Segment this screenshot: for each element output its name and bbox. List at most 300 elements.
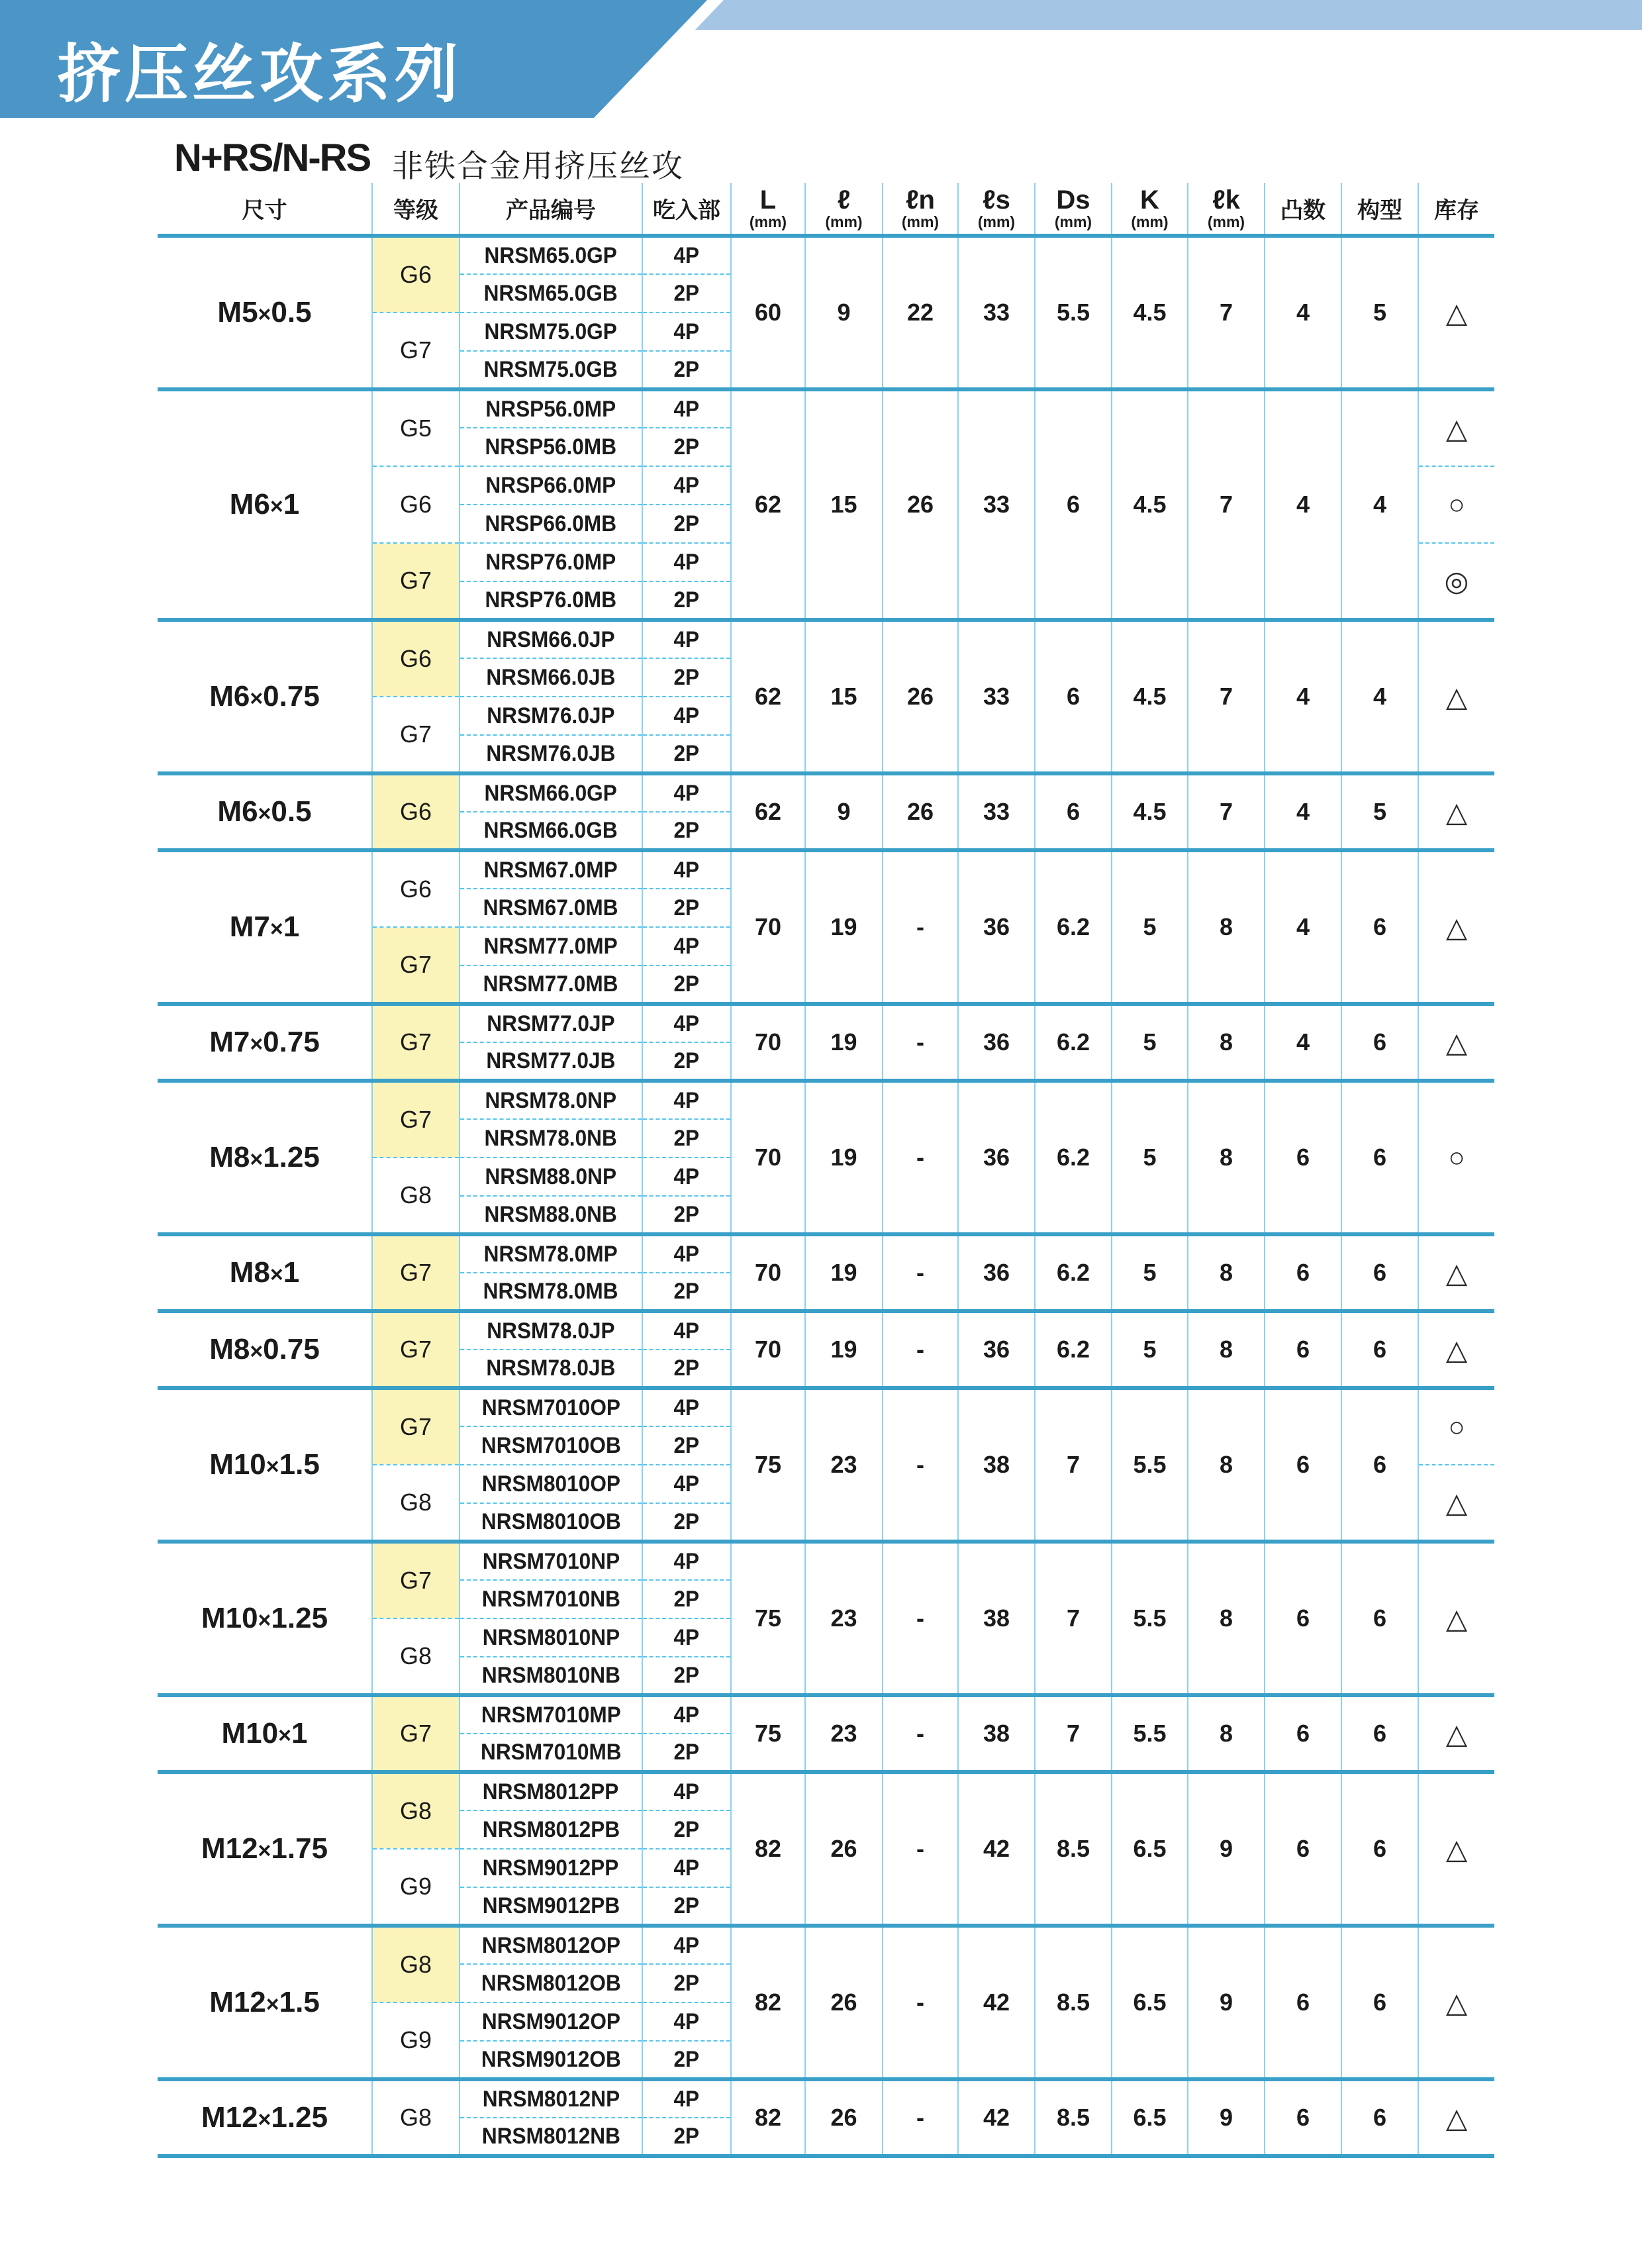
spec-cell-ln: - [883, 2079, 958, 2156]
spec-cell-Ds: 7 [1035, 1388, 1112, 1542]
size-cell: M6×0.75 [209, 680, 320, 713]
spec-cell-ls: 42 [958, 1926, 1035, 2079]
chamfer-cell: 4P [642, 1158, 731, 1196]
product-code-cell: NRSP66.0MP [459, 466, 642, 505]
column-header-stock [1418, 183, 1494, 236]
spec-cell-ls: 33 [958, 620, 1035, 773]
spec-cell-gou: 6 [1341, 1388, 1418, 1542]
product-code-cell: NRSM7010OB [459, 1426, 642, 1465]
spec-cell-lk: 8 [1188, 1311, 1265, 1388]
column-label: L [759, 185, 777, 215]
grade-cell: G6 [372, 466, 459, 543]
product-code-cell: NRSM66.0GP [459, 773, 642, 812]
column-label: ℓk [1212, 185, 1240, 215]
column-header-code [459, 183, 642, 236]
stock-cell: △ [1418, 1234, 1494, 1311]
chamfer-cell: 4P [642, 927, 731, 965]
chamfer-cell: 2P [642, 1273, 731, 1311]
spec-cell-gou: 4 [1341, 620, 1418, 773]
spec-cell-K: 5 [1112, 1004, 1188, 1081]
chamfer-cell: 2P [642, 274, 731, 313]
product-code-cell: NRSM8010OB [459, 1503, 642, 1542]
chamfer-cell: 2P [642, 428, 731, 466]
spec-cell-ln: 26 [883, 389, 958, 620]
spec-cell-ls: 38 [958, 1542, 1035, 1695]
chamfer-cell: 4P [642, 543, 731, 581]
chamfer-cell: 2P [642, 965, 731, 1004]
grade-cell: G7 [372, 1311, 459, 1388]
product-row [158, 1772, 1494, 1810]
product-row [158, 1311, 1494, 1350]
grade-cell: G6 [372, 773, 459, 850]
size-cell: M12×1.25 [201, 2101, 328, 2134]
grade-cell: G6 [372, 620, 459, 697]
product-code-cell: NRSM9012OP [459, 2002, 642, 2041]
spec-cell-Ds: 6 [1035, 773, 1112, 850]
multiply-sign: × [269, 1262, 283, 1287]
chamfer-cell: 4P [642, 236, 731, 274]
chamfer-cell: 2P [642, 1964, 731, 2002]
column-label: Ds [1056, 185, 1090, 215]
spec-cell-K: 5.5 [1112, 1542, 1188, 1695]
banner-title: 挤压丝攻系列 [57, 39, 462, 110]
product-code-cell: NRSM77.0JB [459, 1042, 642, 1081]
spec-cell-L: 70 [731, 1311, 805, 1388]
product-code-cell: NRSM65.0GP [459, 236, 642, 274]
spec-cell-L: 75 [731, 1695, 805, 1772]
product-code-cell: NRSM8012NP [459, 2079, 642, 2118]
spec-cell-K: 5 [1112, 1081, 1188, 1234]
column-label: ℓn [906, 185, 935, 215]
chamfer-cell: 2P [642, 1887, 731, 1926]
spec-cell-Ds: 6.2 [1035, 1234, 1112, 1311]
spec-table-wrap [158, 183, 1494, 2158]
column-unit: (mm) [1131, 213, 1169, 230]
chamfer-cell: 2P [642, 889, 731, 927]
group-M6×0.5 [158, 773, 1494, 850]
column-header-ln [883, 183, 958, 236]
spec-cell-l: 9 [805, 236, 883, 389]
group-M12×1.75 [158, 1772, 1494, 1926]
spec-cell-tu: 4 [1265, 620, 1341, 773]
spec-table [158, 183, 1494, 2158]
group-M12×1.25 [158, 2079, 1494, 2156]
stock-cell: ○ [1418, 466, 1494, 543]
chamfer-cell: 2P [642, 1426, 731, 1465]
spec-cell-gou: 6 [1341, 1542, 1418, 1695]
grade-cell: G8 [372, 2079, 459, 2156]
spec-cell-gou: 4 [1341, 389, 1418, 620]
spec-cell-tu: 6 [1265, 1542, 1341, 1695]
spec-cell-gou: 6 [1341, 1311, 1418, 1388]
spec-cell-ls: 42 [958, 2079, 1035, 2156]
spec-cell-l: 15 [805, 389, 883, 620]
product-code-cell: NRSM66.0JP [459, 620, 642, 658]
product-code-cell: NRSP56.0MB [459, 428, 642, 466]
multiply-sign: × [250, 1339, 264, 1364]
stock-cell: △ [1418, 389, 1494, 466]
chamfer-cell: 4P [642, 313, 731, 351]
spec-cell-l: 26 [805, 1772, 883, 1926]
spec-cell-ls: 38 [958, 1695, 1035, 1772]
stock-cell: △ [1418, 1311, 1494, 1388]
product-row [158, 773, 1494, 812]
grade-cell: G7 [372, 543, 459, 620]
spec-cell-L: 70 [731, 1004, 805, 1081]
multiply-sign: × [266, 1454, 279, 1479]
spec-cell-Ds: 7 [1035, 1542, 1112, 1695]
spec-cell-ls: 33 [958, 773, 1035, 850]
spec-cell-L: 75 [731, 1388, 805, 1542]
chamfer-cell: 2P [642, 1042, 731, 1081]
multiply-sign: × [250, 1147, 264, 1172]
group-M10×1.25 [158, 1542, 1494, 1695]
spec-cell-lk: 8 [1188, 1542, 1265, 1695]
group-M6×1 [158, 389, 1494, 620]
spec-cell-ls: 36 [958, 1311, 1035, 1388]
grade-cell: G7 [372, 1004, 459, 1081]
column-unit: (mm) [901, 213, 940, 230]
spec-cell-l: 15 [805, 620, 883, 773]
stock-cell: △ [1418, 1695, 1494, 1772]
spec-cell-K: 6.5 [1112, 2079, 1188, 2156]
size-cell: M8×1.25 [209, 1141, 320, 1173]
spec-cell-tu: 4 [1265, 389, 1341, 620]
spec-cell-Ds: 6.2 [1035, 1004, 1112, 1081]
chamfer-cell: 4P [642, 1465, 731, 1503]
column-header-K [1112, 183, 1188, 236]
column-header-gou [1341, 183, 1418, 236]
spec-cell-L: 62 [731, 620, 805, 773]
group-M8×1 [158, 1234, 1494, 1311]
product-code-cell: NRSM78.0NB [459, 1119, 642, 1158]
spec-cell-tu: 6 [1265, 1081, 1341, 1234]
spec-cell-gou: 6 [1341, 2079, 1418, 2156]
spec-cell-tu: 6 [1265, 1772, 1341, 1926]
product-code-cell: NRSM9012PB [459, 1887, 642, 1926]
spec-cell-K: 5.5 [1112, 1695, 1188, 1772]
product-code-cell: NRSM7010NB [459, 1580, 642, 1618]
chamfer-cell: 4P [642, 1618, 731, 1657]
grade-cell: G7 [372, 1388, 459, 1465]
spec-cell-L: 62 [731, 389, 805, 620]
column-header-grade [372, 183, 459, 236]
column-label: 凸数 [1280, 198, 1326, 223]
column-header-chamfer [642, 183, 731, 236]
product-code-cell: NRSM8012OP [459, 1926, 642, 1964]
column-label: ℓ [837, 185, 851, 215]
product-code-cell: NRSM78.0MP [459, 1234, 642, 1273]
product-code-cell: NRSM77.0JP [459, 1004, 642, 1042]
spec-cell-ln: - [883, 1311, 958, 1388]
chamfer-cell: 2P [642, 735, 731, 773]
grade-cell: G7 [372, 1542, 459, 1618]
spec-cell-lk: 7 [1188, 620, 1265, 773]
product-code-cell: NRSM8012OB [459, 1964, 642, 2002]
chamfer-cell: 4P [642, 1004, 731, 1042]
group-M5×0.5 [158, 236, 1494, 389]
size-cell: M7×1 [229, 911, 300, 943]
chamfer-cell: 2P [642, 1503, 731, 1542]
product-row [158, 389, 1494, 428]
spec-cell-gou: 6 [1341, 850, 1418, 1004]
product-code-cell: NRSM9012PP [459, 1849, 642, 1887]
chamfer-cell: 4P [642, 466, 731, 505]
product-row [158, 1004, 1494, 1042]
chamfer-cell: 2P [642, 1810, 731, 1849]
column-unit: (mm) [1054, 213, 1092, 230]
product-row [158, 2079, 1494, 2118]
spec-cell-gou: 6 [1341, 1081, 1418, 1234]
spec-cell-K: 5 [1112, 1234, 1188, 1311]
spec-cell-tu: 6 [1265, 2079, 1341, 2156]
column-header-tu [1265, 183, 1341, 236]
spec-cell-l: 23 [805, 1542, 883, 1695]
chamfer-cell: 2P [642, 1119, 731, 1158]
spec-cell-Ds: 8.5 [1035, 1926, 1112, 2079]
column-label: 库存 [1434, 198, 1479, 223]
multiply-sign: × [250, 1032, 264, 1057]
multiply-sign: × [269, 916, 283, 942]
spec-cell-l: 9 [805, 773, 883, 850]
spec-cell-ls: 36 [958, 1234, 1035, 1311]
stock-cell: ◎ [1418, 543, 1494, 620]
chamfer-cell: 4P [642, 1388, 731, 1426]
product-code-cell: NRSP56.0MP [459, 389, 642, 428]
size-cell: M10×1.25 [201, 1602, 328, 1634]
grade-cell: G8 [372, 1618, 459, 1695]
spec-cell-ls: 36 [958, 1081, 1035, 1234]
stock-cell: △ [1418, 2079, 1494, 2156]
spec-cell-Ds: 6.2 [1035, 1311, 1112, 1388]
grade-cell: G9 [372, 2002, 459, 2079]
chamfer-cell: 2P [642, 1350, 731, 1388]
spec-table-header [158, 183, 1494, 236]
multiply-sign: × [250, 686, 264, 711]
multiply-sign: × [258, 302, 271, 327]
size-cell: M12×1.75 [201, 1832, 328, 1865]
spec-cell-ln: - [883, 1004, 958, 1081]
spec-cell-l: 19 [805, 1234, 883, 1311]
product-code-cell: NRSM8012PB [459, 1810, 642, 1849]
chamfer-cell: 4P [642, 1542, 731, 1580]
column-label: ℓs [983, 185, 1010, 215]
product-code-cell: NRSM7010MB [459, 1734, 642, 1772]
column-unit: (mm) [825, 213, 863, 230]
spec-cell-gou: 5 [1341, 773, 1418, 850]
spec-cell-tu: 4 [1265, 236, 1341, 389]
spec-cell-L: 62 [731, 773, 805, 850]
product-code-cell: NRSM75.0GB [459, 351, 642, 389]
multiply-sign: × [269, 494, 283, 519]
chamfer-cell: 4P [642, 1234, 731, 1273]
spec-cell-Ds: 6 [1035, 620, 1112, 773]
chamfer-cell: 4P [642, 620, 731, 658]
spec-cell-L: 75 [731, 1542, 805, 1695]
size-cell: M6×1 [229, 488, 300, 520]
column-label: K [1140, 185, 1159, 215]
product-code-cell: NRSM78.0MB [459, 1273, 642, 1311]
grade-cell: G7 [372, 313, 459, 389]
product-code-cell: NRSM75.0GP [459, 313, 642, 351]
spec-cell-l: 19 [805, 850, 883, 1004]
chamfer-cell: 4P [642, 1849, 731, 1887]
spec-cell-l: 19 [805, 1081, 883, 1234]
chamfer-cell: 2P [642, 812, 731, 850]
chamfer-cell: 4P [642, 1311, 731, 1350]
spec-cell-L: 60 [731, 236, 805, 389]
product-code-cell: NRSM78.0JP [459, 1311, 642, 1350]
spec-cell-lk: 8 [1188, 1388, 1265, 1542]
spec-cell-L: 70 [731, 1234, 805, 1311]
chamfer-cell: 4P [642, 1081, 731, 1119]
column-label: 构型 [1357, 198, 1402, 223]
spec-cell-K: 4.5 [1112, 773, 1188, 850]
product-code-cell: NRSM8010NP [459, 1618, 642, 1657]
column-header-l [805, 183, 883, 236]
spec-cell-K: 5.5 [1112, 1388, 1188, 1542]
spec-cell-ls: 36 [958, 1004, 1035, 1081]
spec-cell-ln: 26 [883, 620, 958, 773]
group-M6×0.75 [158, 620, 1494, 773]
spec-cell-L: 70 [731, 850, 805, 1004]
column-label: 尺寸 [242, 198, 287, 223]
spec-cell-lk: 8 [1188, 1234, 1265, 1311]
spec-cell-l: 19 [805, 1004, 883, 1081]
spec-cell-l: 26 [805, 2079, 883, 2156]
size-cell: M7×0.75 [209, 1026, 320, 1058]
column-unit: (mm) [1207, 213, 1245, 230]
stock-cell: △ [1418, 1465, 1494, 1542]
grade-cell: G5 [372, 389, 459, 466]
grade-cell: G8 [372, 1158, 459, 1234]
spec-cell-ls: 33 [958, 389, 1035, 620]
spec-cell-ln: 26 [883, 773, 958, 850]
product-code-cell: NRSP76.0MB [459, 581, 642, 620]
spec-cell-tu: 6 [1265, 1311, 1341, 1388]
grade-cell: G7 [372, 927, 459, 1004]
spec-cell-ls: 33 [958, 236, 1035, 389]
column-label: 吃入部 [653, 198, 720, 223]
product-code-cell: NRSM7010MP [459, 1695, 642, 1734]
grade-cell: G8 [372, 1926, 459, 2002]
chamfer-cell: 2P [642, 1580, 731, 1618]
size-cell: M6×0.5 [217, 795, 312, 828]
grade-cell: G7 [372, 1695, 459, 1772]
spec-cell-Ds: 6.2 [1035, 1081, 1112, 1234]
spec-cell-K: 6.5 [1112, 1772, 1188, 1926]
stock-cell: △ [1418, 1926, 1494, 2079]
stock-cell: △ [1418, 1542, 1494, 1695]
spec-cell-lk: 7 [1188, 773, 1265, 850]
spec-cell-lk: 7 [1188, 389, 1265, 620]
chamfer-cell: 4P [642, 2079, 731, 2118]
product-code-cell: NRSM65.0GB [459, 274, 642, 313]
spec-cell-L: 82 [731, 2079, 805, 2156]
chamfer-cell: 4P [642, 773, 731, 812]
size-cell: M8×1 [229, 1256, 300, 1289]
product-code-cell: NRSM8010OP [459, 1465, 642, 1503]
size-cell: M10×1 [221, 1717, 308, 1750]
stock-cell: △ [1418, 236, 1494, 389]
spec-cell-ls: 42 [958, 1772, 1035, 1926]
product-code-cell: NRSM7010NP [459, 1542, 642, 1580]
chamfer-cell: 4P [642, 1695, 731, 1734]
spec-cell-Ds: 8.5 [1035, 2079, 1112, 2156]
product-code-cell: NRSM9012OB [459, 2041, 642, 2079]
stock-cell: △ [1418, 1772, 1494, 1926]
chamfer-cell: 4P [642, 389, 731, 428]
spec-cell-tu: 6 [1265, 1926, 1341, 2079]
spec-cell-Ds: 6 [1035, 389, 1112, 620]
spec-cell-lk: 8 [1188, 1004, 1265, 1081]
grade-cell: G6 [372, 236, 459, 313]
spec-cell-lk: 9 [1188, 1772, 1265, 1926]
grade-cell: G9 [372, 1849, 459, 1926]
product-row [158, 1695, 1494, 1734]
series-subtitle: 非铁合金用挤压丝攻 [392, 148, 684, 183]
chamfer-cell: 4P [642, 1772, 731, 1810]
spec-cell-ls: 36 [958, 850, 1035, 1004]
chamfer-cell: 4P [642, 2002, 731, 2041]
product-code-cell: NRSM78.0JB [459, 1350, 642, 1388]
spec-cell-ln: - [883, 1234, 958, 1311]
spec-cell-K: 6.5 [1112, 1926, 1188, 2079]
spec-cell-Ds: 5.5 [1035, 236, 1112, 389]
product-code-cell: NRSP66.0MB [459, 505, 642, 543]
grade-cell: G7 [372, 1234, 459, 1311]
spec-cell-Ds: 8.5 [1035, 1772, 1112, 1926]
column-unit: (mm) [977, 213, 1016, 230]
spec-cell-L: 82 [731, 1926, 805, 2079]
chamfer-cell: 2P [642, 1196, 731, 1234]
spec-cell-ln: - [883, 1695, 958, 1772]
stock-cell: △ [1418, 1004, 1494, 1081]
chamfer-cell: 2P [642, 1734, 731, 1772]
group-M10×1 [158, 1695, 1494, 1772]
spec-cell-lk: 9 [1188, 2079, 1265, 2156]
product-code-cell: NRSM8012PP [459, 1772, 642, 1810]
size-cell: M8×0.75 [209, 1333, 320, 1365]
size-cell: M10×1.5 [209, 1448, 320, 1481]
spec-cell-ln: - [883, 1772, 958, 1926]
multiply-sign: × [258, 2107, 271, 2132]
group-M7×1 [158, 850, 1494, 1004]
chamfer-cell: 2P [642, 2118, 731, 2156]
group-M7×0.75 [158, 1004, 1494, 1081]
product-row [158, 236, 1494, 274]
product-code-cell: NRSM67.0MB [459, 889, 642, 927]
product-code-cell: NRSM77.0MB [459, 965, 642, 1004]
spec-cell-lk: 8 [1188, 1081, 1265, 1234]
group-M8×0.75 [158, 1311, 1494, 1388]
spec-cell-lk: 7 [1188, 236, 1265, 389]
product-code-cell: NRSM7010OP [459, 1388, 642, 1426]
column-label: 等级 [393, 198, 438, 223]
product-code-cell: NRSM78.0NP [459, 1081, 642, 1119]
spec-cell-K: 4.5 [1112, 620, 1188, 773]
multiply-sign: × [266, 1992, 279, 2017]
spec-cell-l: 19 [805, 1311, 883, 1388]
spec-cell-Ds: 6.2 [1035, 850, 1112, 1004]
product-code-cell: NRSM77.0MP [459, 927, 642, 965]
product-code-cell: NRSM76.0JP [459, 697, 642, 735]
spec-cell-tu: 6 [1265, 1388, 1341, 1542]
spec-cell-ls: 38 [958, 1388, 1035, 1542]
chamfer-cell: 2P [642, 658, 731, 697]
group-M12×1.5 [158, 1926, 1494, 2079]
spec-cell-Ds: 7 [1035, 1695, 1112, 1772]
